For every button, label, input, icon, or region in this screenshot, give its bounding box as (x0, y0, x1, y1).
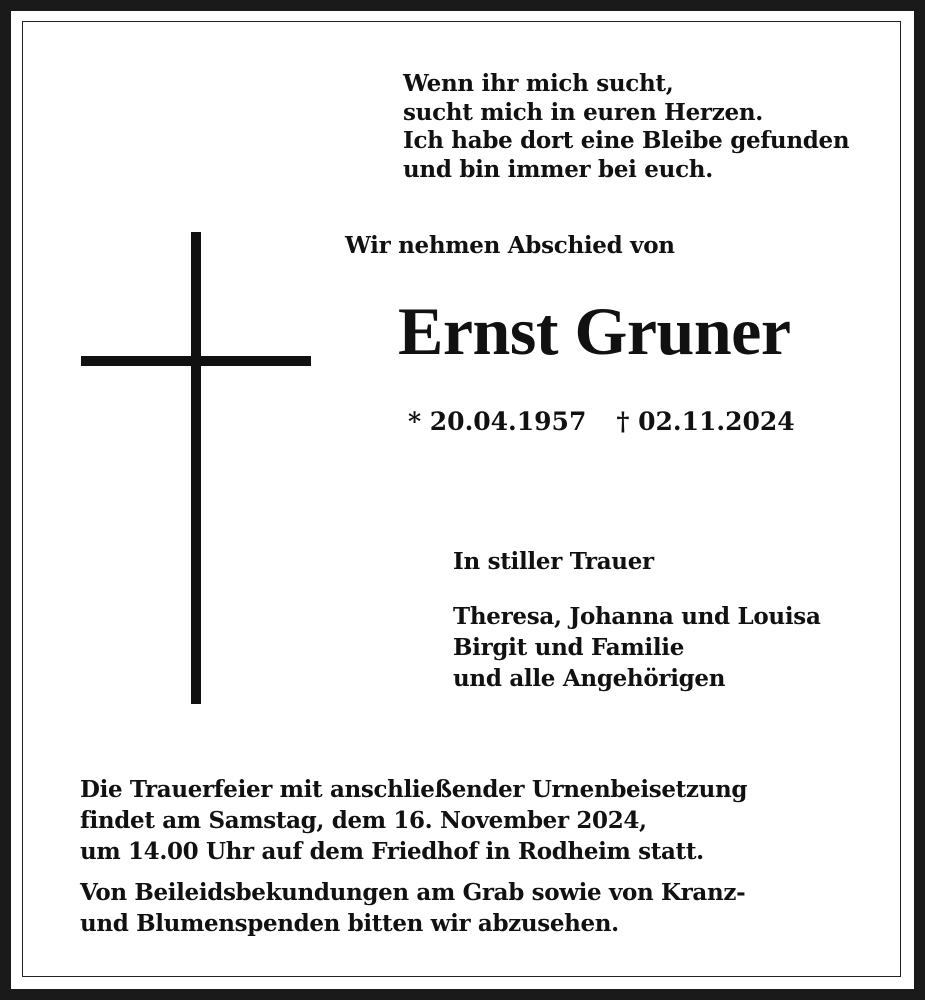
poem-line: sucht mich in euren Herzen. (403, 98, 763, 126)
ceremony-line: Die Trauerfeier mit anschließender Urnenbeisetzung (80, 776, 748, 803)
ceremony-line: um 14.00 Uhr auf dem Friedhof in Rodheim statt. (80, 838, 704, 865)
inner-frame (22, 21, 901, 977)
death-date: † 02.11.2024 (616, 407, 795, 436)
mourning-intro: In stiller Trauer (453, 548, 654, 575)
deceased-name: Ernst Gruner (398, 293, 791, 369)
condolence-line: Von Beileidsbekundungen am Grab sowie von Kranz- (80, 879, 746, 906)
condolence-line: und Blumenspenden bitten wir abzusehen. (80, 910, 619, 937)
farewell-line: Wir nehmen Abschied von (345, 232, 675, 259)
poem-line: und bin immer bei euch. (403, 155, 713, 183)
ceremony-notice (80, 774, 747, 939)
mourner-line: und alle Angehörigen (453, 665, 726, 692)
mourners-block (453, 546, 821, 694)
poem-line: Ich habe dort eine Bleibe gefunden (403, 127, 850, 154)
ceremony-line: findet am Samstag, dem 16. November 2024, (80, 807, 647, 834)
poem (403, 70, 849, 184)
cross-icon-vertical (191, 232, 201, 704)
cross-icon-horizontal (81, 356, 311, 366)
mourner-line: Theresa, Johanna und Louisa (453, 603, 821, 630)
life-dates (408, 407, 795, 436)
obituary-card (11, 11, 914, 989)
birth-date: * 20.04.1957 (408, 407, 587, 436)
poem-line: Wenn ihr mich sucht, (403, 70, 674, 97)
mourner-line: Birgit und Familie (453, 634, 685, 661)
